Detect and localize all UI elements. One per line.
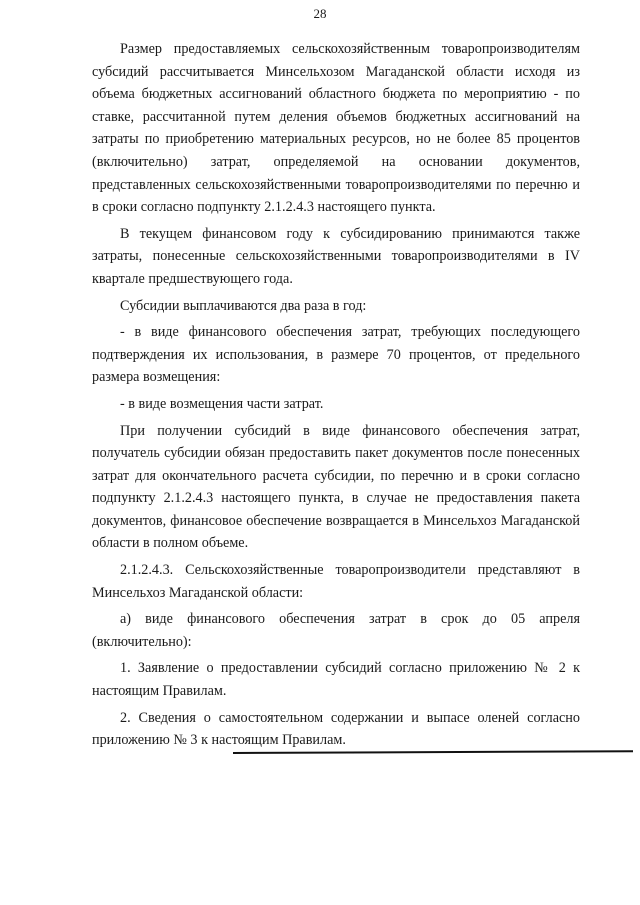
- paragraph-documents-obligation: При получении субсидий в виде финансового обеспечения затрат, получатель субсидии обязан предоставить пакет документов после понесенных затрат для окончательного расчета субсидии, по перечню и в сроки согласно подпункту 2.1.2.4.3 настоящего пункта, в случае не предоставления пакета документов, финансовое обеспечение возвращается в Минсельхоз Магаданской области в полном объеме.: [92, 422, 580, 552]
- paragraph-deadline: а) виде финансового обеспечения затрат в срок до 05 апреля (включительно):: [92, 611, 580, 650]
- paragraph-cost-reimbursement: - в виде возмещения части затрат.: [120, 395, 324, 412]
- paragraph-section-2-1-2-4-3: 2.1.2.4.3. Сельскохозяйственные товаропроизводители представляют в Минсельхоз Магаданской области:: [92, 562, 580, 601]
- paragraph-current-year-costs: В текущем финансовом году к субсидированию принимаются также затраты, понесенные сельскохозяйственными товаропроизводителями в IV квартале предшествующего года.: [92, 225, 580, 287]
- paragraph-subsidy-size: Размер предоставляемых сельскохозяйственным товаропроизводителям субсидий рассчитывается Минсельхозом Магаданской области исходя из объема бюджетных ассигнований областного бюджета по мероприятию - по ставке, рассчитанной путем деления объемов бюджетных ассигнований на затраты по приобретению материальных ресурсов, но не более 85 процентов (включительно) затрат, определяемой на основании документов, представленных сельскохозяйственными товаропроизводителями по перечню и в сроки согласно подпункту 2.1.2.4.3 настоящего пункта.: [92, 41, 580, 216]
- document-body: [92, 38, 580, 756]
- page-number: 28: [313, 6, 327, 21]
- paragraph-financial-support: - в виде финансового обеспечения затрат, требующих последующего подтверждения их использования, в размере 70 процентов, от предельного размера возмещения:: [92, 324, 580, 386]
- list-item-application: 1. Заявление о предоставлении субсидий согласно приложению № 2 к настоящим Правилам.: [92, 660, 580, 700]
- paragraph-payment-frequency: Субсидии выплачиваются два раза в год:: [120, 297, 367, 314]
- list-item-deer-info: 2. Сведения о самостоятельном содержании и выпасе оленей согласно приложению № 3 к настоящим Правилам.: [92, 709, 580, 749]
